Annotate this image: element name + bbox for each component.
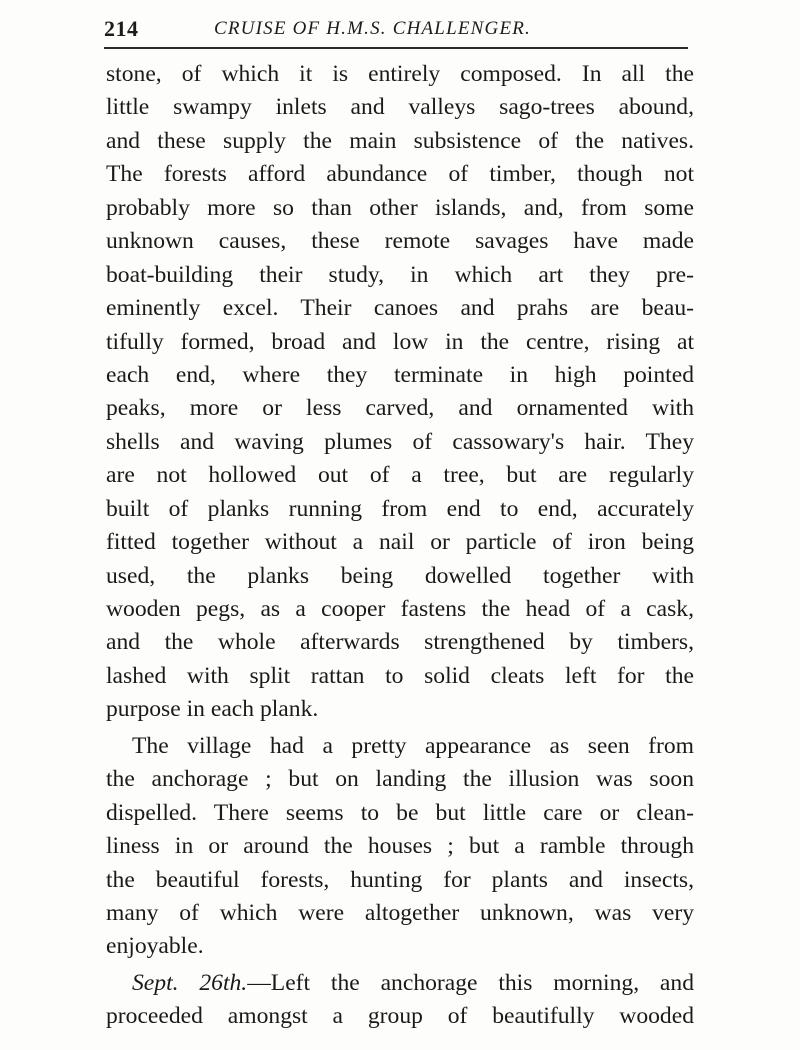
- text-line: The village had a pretty appearance as seen from: [132, 732, 694, 759]
- text-line: are not hollowed out of a tree, but are regularly: [106, 462, 694, 489]
- text-line: proceeded amongst a group of beautifully wooded: [106, 1003, 694, 1030]
- text-line: peaks, more or less carved, and ornamented with: [106, 395, 694, 422]
- running-header: [104, 14, 688, 44]
- text-line: dispelled. There seems to be but little care or clean-: [106, 799, 694, 826]
- text-line: and these supply the main subsistence of the natives.: [106, 127, 694, 154]
- text-line: enjoyable.: [106, 933, 204, 960]
- text-line: each end, where they terminate in high pointed: [106, 361, 694, 388]
- text-line: the beautiful forests, hunting for plants and insects,: [106, 866, 694, 893]
- text-line: probably more so than other islands, and, from some: [106, 194, 694, 221]
- text-line: The forests afford abundance of timber, though not: [106, 161, 694, 188]
- page-number: 214: [104, 16, 139, 41]
- text-line: little swampy inlets and valleys sago-trees abound,: [106, 94, 694, 121]
- paragraph-village: [106, 730, 694, 964]
- text-line: [106, 967, 694, 1000]
- text-line: lashed with split rattan to solid cleats left for the: [106, 662, 694, 689]
- running-title: CRUISE OF H.M.S. CHALLENGER.: [214, 18, 532, 39]
- text-line: tifully formed, broad and low in the centre, rising at: [106, 328, 694, 355]
- text-line: built of planks running from end to end, accurately: [106, 495, 694, 522]
- text-line: used, the planks being dowelled together with: [106, 562, 694, 589]
- paragraph-canoes: [106, 58, 694, 727]
- text-line: liness in or around the houses ; but a ramble through: [106, 833, 694, 860]
- text-line: boat-building their study, in which art they pre-: [106, 261, 694, 288]
- text-line: purpose in each plank.: [106, 696, 319, 723]
- text-line: the anchorage ; but on landing the illusion was soon: [106, 766, 694, 793]
- entry-date: Sept. 26th.: [132, 969, 248, 996]
- text-line: stone, of which it is entirely composed. In all the: [106, 61, 694, 87]
- text-line: eminently excel. Their canoes and prahs are beau-: [106, 295, 694, 322]
- text-line: many of which were altogether unknown, was very: [106, 899, 694, 926]
- text-line: and the whole afterwards strengthened by timbers,: [106, 629, 694, 656]
- header-rule: [104, 47, 688, 49]
- paragraph-sept-26: [106, 967, 694, 1034]
- text-line: wooden pegs, as a cooper fastens the head of a cask,: [106, 596, 694, 622]
- text-line: shells and waving plumes of cassowary's hair. They: [106, 428, 694, 455]
- text-line: unknown causes, these remote savages have made: [106, 228, 694, 255]
- body-text: [106, 58, 694, 1034]
- entry-text: —Left the anchorage this morning, and: [247, 969, 694, 996]
- text-line: fitted together without a nail or particle of iron being: [106, 529, 694, 556]
